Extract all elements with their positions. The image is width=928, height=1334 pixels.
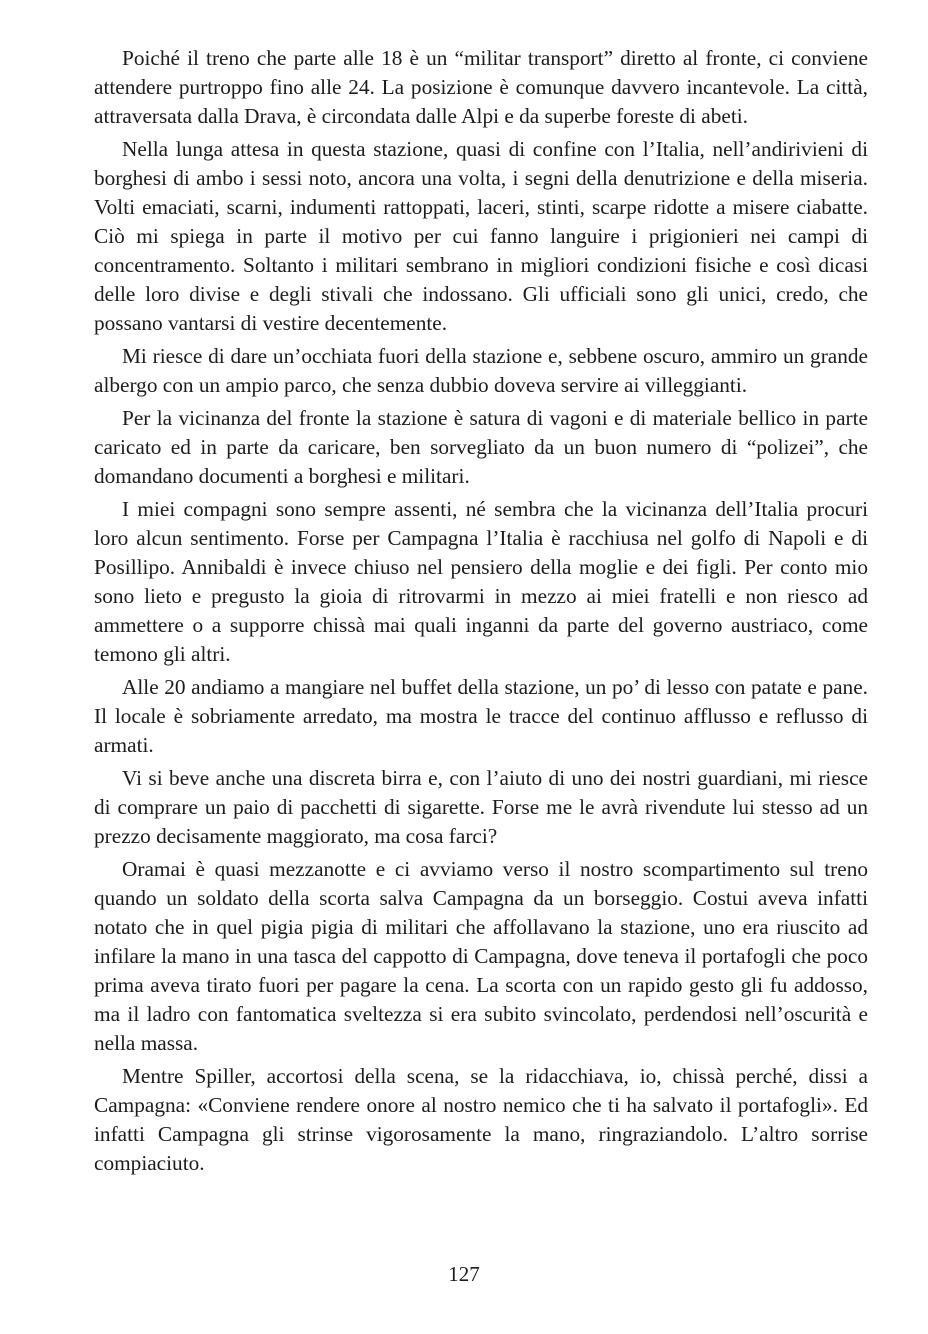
page-number: 127 (448, 1262, 480, 1286)
paragraph-7: Vi si beve anche una discreta birra e, con l’aiuto di uno dei nostri guardiani, mi riesce di comprare un paio di pacchetti di sigarette. Forse me le avrà rivendute lui stesso ad un prezzo decisamente maggiorato, ma cosa farci? (94, 766, 868, 848)
paragraph-1: Poiché il treno che parte alle 18 è un “militar transport” diretto al fronte, ci conviene attendere purtroppo fino alle 24. La posizione è comunque davvero incantevole. La città, attraversata dalla Drava, è circondata dalle Alpi e da superbe foreste di abeti. (94, 46, 868, 128)
paragraph-3: Mi riesce di dare un’occhiata fuori della stazione e, sebbene oscuro, ammiro un grande albergo con un ampio parco, che senza dubbio doveva servire ai villeggianti. (94, 344, 868, 397)
paragraph-9: Mentre Spiller, accortosi della scena, se la ridacchiava, io, chissà perché, dissi a Campagna: «Conviene rendere onore al nostro nemico che ti ha salvato il portafogli». Ed infatti Campagna gli strinse vigorosamente la mano, ringraziandolo. L’altro sorrise compiaciuto. (94, 1064, 868, 1175)
paragraph-8: Oramai è quasi mezzanotte e ci avviamo verso il nostro scompartimento sul treno quando un soldato della scorta salva Campagna da un borseggio. Costui aveva infatti notato che in quel pigia pigia di militari che affollavano la stazione, uno era riuscito ad infilare la mano in una tasca del cappotto di Campagna, dove teneva il portafogli che poco prima aveva tirato fuori per pagare la cena. La scorta con un rapido gesto gli fu addosso, ma il ladro con fantomatica sveltezza si era subito svincolato, perdendosi nell’oscurità e nella massa. (94, 857, 868, 1055)
paragraph-2: Nella lunga attesa in questa stazione, quasi di confine con l’Italia, nell’andirivieni di borghesi di ambo i sessi noto, ancora una volta, i segni della denutrizione e della miseria. Volti emaciati, scarni, indumenti rattoppati, laceri, stinti, scarpe ridotte a misere ciabatte. Ciò mi spiega in parte il motivo per cui fanno languire i prigionieri nei campi di concentramento. Soltanto i militari sembrano in migliori condizioni fisiche e così dicasi delle loro divise e degli stivali che indossano. Gli ufficiali sono gli unici, credo, che possano vantarsi di vestire decentemente. (94, 137, 868, 335)
paragraph-4: Per la vicinanza del fronte la stazione è satura di vagoni e di materiale bellico in parte caricato ed in parte da caricare, ben sorvegliato da un buon numero di “polizei”, che domandano documenti a borghesi e militari. (94, 406, 868, 488)
body-text (94, 44, 868, 1182)
paragraph-6: Alle 20 andiamo a mangiare nel buffet della stazione, un po’ di lesso con patate e pane. Il locale è sobriamente arredato, ma mostra le tracce del continuo afflusso e reflusso di armati. (94, 675, 868, 757)
paragraph-5: I miei compagni sono sempre assenti, né sembra che la vicinanza dell’Italia procuri loro alcun sentimento. Forse per Campagna l’Italia è racchiusa nel golfo di Napoli e di Posillipo. Annibaldi è invece chiuso nel pensiero della moglie e dei figli. Per conto mio sono lieto e pregusto la gioia di ritrovarmi in mezzo ai miei fratelli e non riesco ad ammettere o a supporre chissà mai quali inganni da parte del governo austriaco, come temono gli altri. (94, 497, 868, 666)
